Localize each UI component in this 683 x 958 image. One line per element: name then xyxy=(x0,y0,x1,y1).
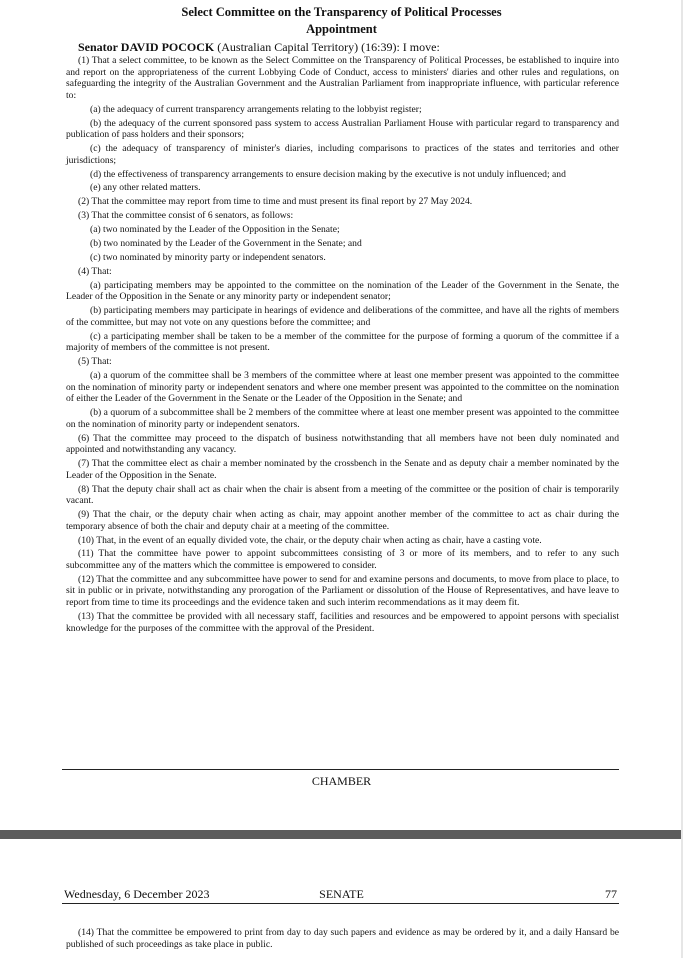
speaker-details: (Australian Capital Territory) (16:39): I move: xyxy=(217,40,440,54)
paragraph: (1) That a select committee, to be known as the Select Committee on the Transparency of Political Processes, be established to inquire into and report on the appropriateness of the current Lobbying Code of Conduct, access to ministers' diaries and other rules and regulations, on safeguarding the integrity of the Australian Government and the Australian Parliament from inappropriate influence, with particular reference to: xyxy=(66,55,619,101)
footer-rule xyxy=(62,769,619,770)
paragraph: (14) That the committee be empowered to print from day to day such papers and evidence as may be ordered by it, and a daily Hansard be published of such proceedings as take place in public. xyxy=(66,927,619,950)
page-header-date: Wednesday, 6 December 2023 xyxy=(64,887,210,901)
paragraph: (7) That the committee elect as chair a member nominated by the crossbench in the Senate and as deputy chair a member nominated by the Leader of the Opposition in the Senate. xyxy=(66,458,619,481)
speaker-line xyxy=(78,40,440,55)
paragraph: (5) That: xyxy=(78,356,112,368)
sub-paragraph: (c) a participating member shall be taken to be a member of the committee for the purpose of forming a quorum of the committee if a majority of members of the committee is not present. xyxy=(66,330,619,354)
paragraph: (2) That the committee may report from time to time and must present its final report by 27 May 2024. xyxy=(78,196,473,208)
sub-paragraph: (a) two nominated by the Leader of the Opposition in the Senate; xyxy=(90,224,340,236)
page-header-house: SENATE xyxy=(319,887,364,901)
sub-paragraph: (a) participating members may be appointed to the committee on the nomination of the Leader of the Government in the Senate, the Leader of the Opposition in the Senate or any minority party or independent senator; xyxy=(66,279,619,303)
page-header-number: 77 xyxy=(605,887,617,901)
sub-paragraph: (a) a quorum of the committee shall be 3 members of the committee where at least one member present was appointed to the committee on the nomination of minority party or independent senators and where one member present was appointed to the committee on the nomination of either the Leader of the Government in the Senate or the Leader of the Opposition in the Senate; and xyxy=(66,370,619,405)
motion-body xyxy=(66,55,619,636)
sub-paragraph: (b) a quorum of a subcommittee shall be 2 members of the committee where at least one member present was appointed to the committee on the nomination of minority party or independent senators. xyxy=(66,407,619,430)
paragraph: (9) That the chair, or the deputy chair when acting as chair, may appoint another member of the committee to act as chair during the temporary absence of both the chair and deputy chair at a meeting of the committee. xyxy=(66,509,619,532)
sub-paragraph: (e) any other related matters. xyxy=(90,182,201,194)
sub-paragraph: (b) the adequacy of the current sponsored pass system to access Australian Parliament House with particular regard to transparency and publication of pass holders and their sponsors; xyxy=(66,117,619,141)
chamber-footer: CHAMBER xyxy=(311,774,372,788)
paragraph: (6) That the committee may proceed to the dispatch of business notwithstanding that all members have not been duly nominated and appointed and notwithstanding any vacancy. xyxy=(66,432,619,456)
sub-paragraph: (c) the adequacy of transparency of minister's diaries, including comparisons to practices of the states and territories and other jurisdictions; xyxy=(66,143,619,166)
next-page-body xyxy=(66,927,619,950)
paragraph: (8) That the deputy chair shall act as chair when the chair is absent from a meeting of the committee or the position of chair is temporarily vacant. xyxy=(66,483,619,507)
document-subtitle: Appointment xyxy=(306,22,377,36)
speaker-name: Senator DAVID POCOCK xyxy=(78,40,215,54)
paragraph: (11) That the committee have power to appoint subcommittees consisting of 3 or more of its members, and to refer to any such subcommittee any of the matters which the committee is empowered to consider. xyxy=(66,548,619,571)
paragraph: (10) That, in the event of an equally divided vote, the chair, or the deputy chair when acting as chair, have a casting vote. xyxy=(78,534,542,546)
page-separator xyxy=(0,830,683,839)
sub-paragraph: (d) the effectiveness of transparency arrangements to ensure decision making by the executive is not unduly influenced; and xyxy=(90,168,566,180)
sub-paragraph: (a) the adequacy of current transparency arrangements relating to the lobbyist register; xyxy=(90,103,422,115)
sub-paragraph: (b) two nominated by the Leader of the Government in the Senate; and xyxy=(90,237,362,249)
page-header-rule xyxy=(62,903,619,904)
sub-paragraph: (c) two nominated by minority party or independent senators. xyxy=(90,251,326,263)
document-title: Select Committee on the Transparency of Political Processes xyxy=(181,5,502,19)
paragraph: (3) That the committee consist of 6 senators, as follows: xyxy=(78,210,294,222)
paragraph: (4) That: xyxy=(78,265,112,277)
paragraph: (13) That the committee be provided with all necessary staff, facilities and resources and be empowered to appoint persons with specialist knowledge for the purposes of the committee with the approval of the President. xyxy=(66,610,619,634)
sub-paragraph: (b) participating members may participate in hearings of evidence and deliberations of the committee, and have all the rights of members of the committee, but may not vote on any questions before the committee; and xyxy=(66,305,619,328)
paragraph: (12) That the committee and any subcommittee have power to send for and examine persons and documents, to move from place to place, to sit in public or in private, notwithstanding any prorogation of the Parliament or dissolution of the House of Representatives, and have leave to report from time to time its proceedings and the evidence taken and such interim recommendations as it may deem fit. xyxy=(66,573,619,609)
